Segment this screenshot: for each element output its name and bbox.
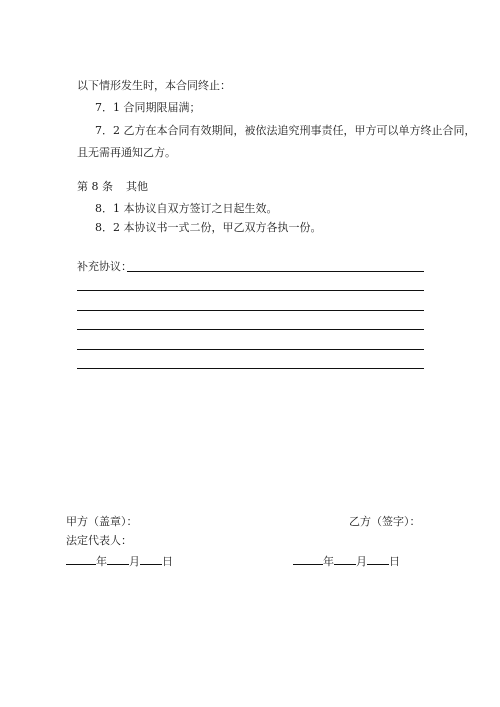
clause-8-1: 8．1 本协议自双方签订之日起生效。: [95, 202, 278, 215]
party-a-date: [66, 553, 173, 569]
day-label: 日: [389, 555, 400, 568]
year-label: 年: [323, 555, 334, 568]
supplement-line-5: [77, 349, 424, 350]
article-8-number: 第 8 条: [77, 180, 113, 193]
party-b-signature-label: 乙方（签字）：: [349, 515, 421, 528]
party-b-date: [293, 553, 400, 569]
day-label: 日: [162, 555, 173, 568]
clause-7-2-line1: 7．2 乙方在本合同有效期间，被依法追究刑事责任，甲方可以单方终止合同，: [95, 124, 476, 137]
article-8-title: 其他: [126, 180, 148, 193]
supplement-line-6: [77, 368, 424, 369]
supplement-line-3: [77, 310, 424, 311]
month-label: 月: [356, 555, 367, 568]
party-a-seal-label: 甲方（盖章）：: [66, 515, 138, 528]
supplement-line-2: [77, 290, 424, 291]
month-blank: [334, 553, 356, 565]
year-label: 年: [96, 555, 107, 568]
clause-8-2: 8．2 本协议书一式二份，甲乙双方各执一份。: [95, 221, 322, 234]
supplement-line-4: [77, 329, 424, 330]
day-blank: [140, 553, 162, 565]
month-blank: [107, 553, 129, 565]
day-blank: [367, 553, 389, 565]
termination-intro: 以下情形发生时，本合同终止：: [77, 79, 231, 92]
supplement-label: 补充协议：: [77, 260, 132, 273]
month-label: 月: [129, 555, 140, 568]
supplement-line-1: [127, 271, 424, 272]
legal-representative-label: 法定代表人：: [66, 534, 132, 547]
clause-7-1: 7．1 合同期限届满；: [95, 101, 201, 114]
clause-7-2-line2: 且无需再通知乙方。: [77, 146, 176, 159]
year-blank: [293, 553, 323, 565]
year-blank: [66, 553, 96, 565]
